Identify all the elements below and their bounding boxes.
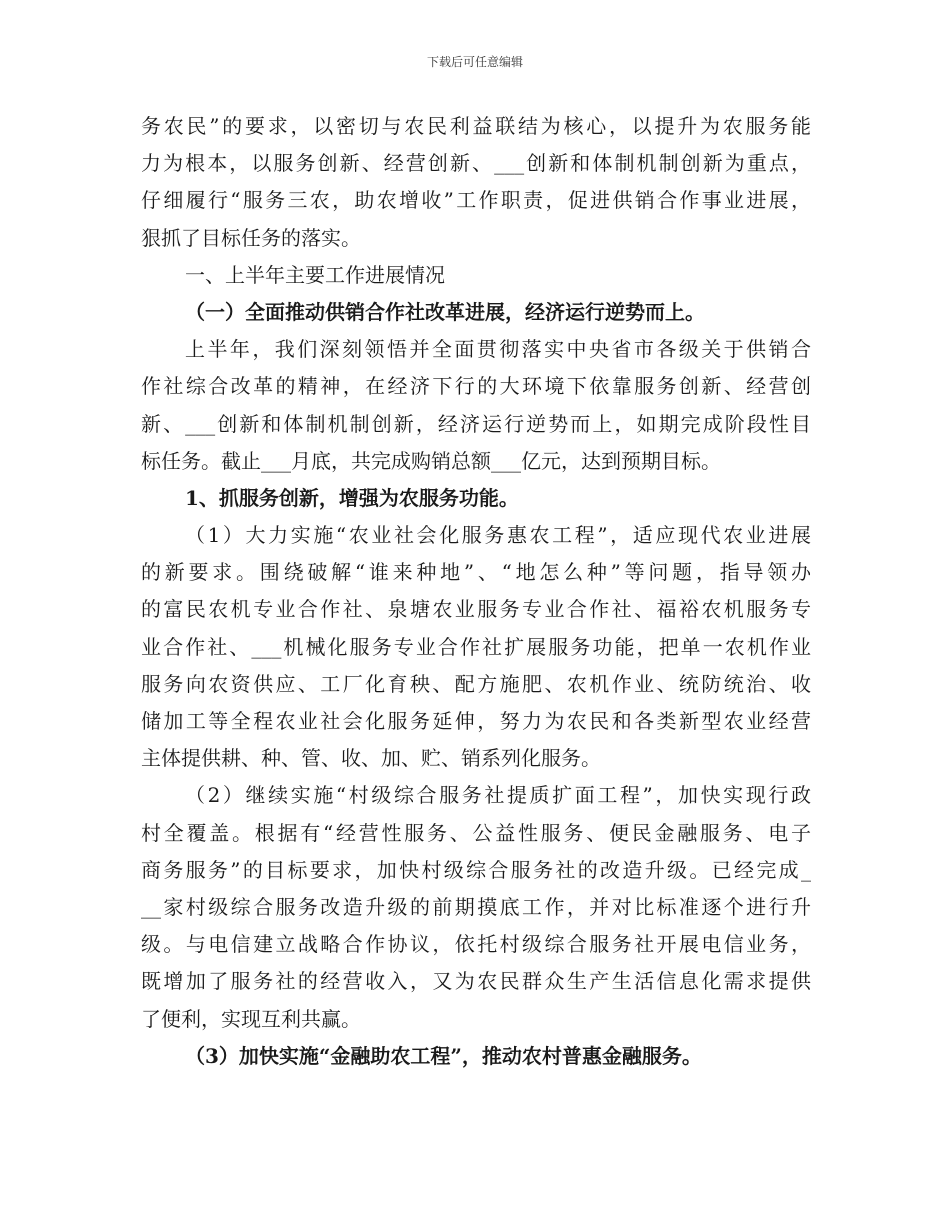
paragraph-line: 商务服务”的目标要求，加快村级综合服务社的改造升级。已经完成_	[141, 857, 811, 882]
paragraph-line: __家村级综合服务改造升级的前期摸底工作，并对比标准逐个进行升	[141, 894, 811, 919]
paragraph-line: 作社综合改革的精神，在经济下行的大环境下依靠服务创新、经营创	[141, 374, 811, 399]
paragraph-line: 仔细履行“服务三农，助农增收”工作职责，促进供销合作事业进展，	[141, 188, 811, 213]
paragraph-line: （2）继续实施“村级综合服务社提质扩面工程”，加快实现行政	[185, 783, 811, 808]
paragraph-line: 既增加了服务社的经营收入，又为农民群众生产生活信息化需求提供	[141, 969, 811, 994]
paragraph-line: 上半年，我们深刻领悟并全面贯彻落实中央省市各级关于供销合	[185, 337, 811, 362]
item-heading: 1、抓服务创新，增强为农服务功能。	[185, 485, 519, 510]
paragraph-line: 了便利，实现互利共赢。	[141, 1006, 361, 1031]
paragraph-line: 狠抓了目标任务的落实。	[141, 225, 361, 250]
paragraph-line: 新、___创新和体制机制创新，经济运行逆势而上，如期完成阶段性目	[141, 411, 811, 436]
paragraph-line: 储加工等全程农业社会化服务延伸，努力为农民和各类新型农业经营	[141, 709, 811, 733]
paragraph-line: 力为根本，以服务创新、经营创新、___创新和体制机制创新为重点，	[141, 151, 811, 176]
paragraph-line: 的新要求。围绕破解“谁来种地”、“地怎么种”等问题，指导领办	[141, 560, 811, 585]
paragraph-line: 标任务。截止___月底，共完成购销总额___亿元，达到预期目标。	[141, 448, 721, 473]
document-body	[141, 108, 811, 1075]
paragraph-line: 级。与电信建立战略合作协议，依托村级综合服务社开展电信业务，	[141, 932, 811, 957]
paragraph-line: 务农民”的要求，以密切与农民利益联结为核心，以提升为农服务能	[141, 114, 811, 138]
paragraph-line: （1）大力实施“农业社会化服务惠农工程”，适应现代农业进展	[185, 523, 811, 548]
paragraph-line: 的富民农机专业合作社、泉塘农业服务专业合作社、福裕农机服务专	[141, 597, 811, 622]
paragraph-line: 业合作社、___机械化服务专业合作社扩展服务功能，把单一农机作业	[141, 634, 811, 659]
page-header-note: 下载后可任意编辑	[426, 55, 523, 69]
paragraph-line: 服务向农资供应、工厂化育秧、配方施肥、农机作业、统防统治、收	[141, 671, 811, 696]
item-heading: （3）加快实施“金融助农工程”，推动农村普惠金融服务。	[185, 1043, 702, 1068]
paragraph-line: 村全覆盖。根据有“经营性服务、公益性服务、便民金融服务、电子	[141, 820, 811, 845]
subsection-heading: （一）全面推动供销合作社改革进展，经济运行逆势而上。	[185, 299, 705, 324]
paragraph-line: 主体提供耕、种、管、收、加、贮、销系列化服务。	[141, 746, 601, 771]
section-heading: 一、上半年主要工作进展情况	[185, 262, 445, 287]
